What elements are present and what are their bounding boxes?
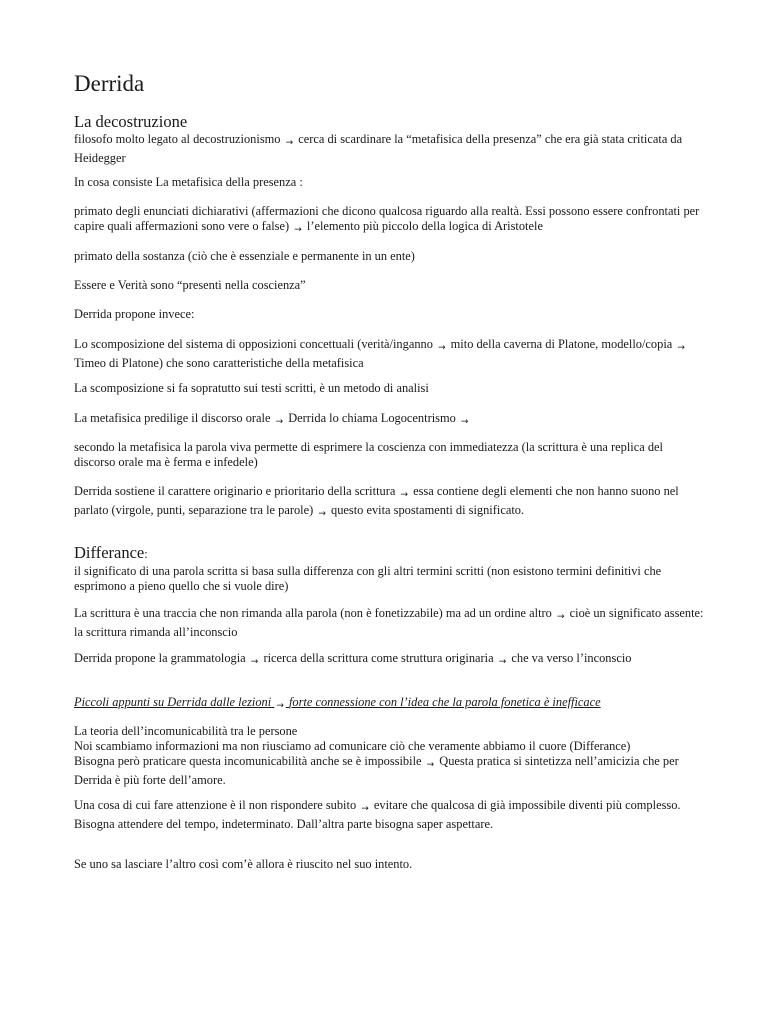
arrow-right-icon: → — [361, 804, 369, 814]
paragraph: Essere e Verità sono “presenti nella coscienza” — [74, 278, 306, 292]
arrow-right-icon: → — [556, 612, 565, 622]
paragraph: La scrittura è una traccia che non rimanda alla parola (non è fonetizzabile) ma ad un ordine altro → cioè un significato assente: la scrittura rimanda all’inconscio — [74, 606, 704, 639]
section-decostruzione — [74, 112, 704, 166]
notes-heading: Piccoli appunti su Derrida dalle lezioni → forte connessione con l’idea che la parola fonetica è inefficace — [74, 695, 704, 714]
section-heading-differance: Differance: — [74, 543, 148, 562]
paragraph: Derrida sostiene il carattere originario e prioritario della scrittura → essa contiene degli elementi che non hanno suono nel parlato (virgole, punti, separazione tra le parole) → questo evita spostamenti di significato. — [74, 484, 704, 522]
arrow-right-icon: → — [400, 490, 408, 500]
arrow-right-icon: → — [276, 701, 284, 711]
paragraph: La metafisica predilige il discorso orale → Derrida lo chiama Logocentrismo → — [74, 411, 704, 430]
arrow-right-icon: → — [275, 417, 284, 427]
arrow-right-icon: → — [677, 343, 685, 353]
arrow-right-icon: → — [285, 138, 294, 148]
arrow-right-icon: → — [426, 760, 435, 770]
paragraph: Bisogna attendere del tempo, indeterminato. Dall’altra parte bisogna saper aspettare. — [74, 817, 494, 831]
paragraph: secondo la metafisica la parola viva permette di esprimere la coscienza con immediatezza (la scrittura è una replica del discorso orale ma è ferma e infedele) — [74, 440, 663, 469]
arrow-right-icon: → — [460, 417, 469, 427]
paragraph: Lo scomposizione del sistema di opposizioni concettuali (verità/inganno → mito della caverna di Platone, modello/copia → Timeo di Platone) che sono caratteristiche della metafisica — [74, 337, 685, 370]
arrow-right-icon: → — [250, 657, 259, 667]
paragraph: La teoria dell’incomunicabilità tra le persone — [74, 724, 298, 738]
arrow-right-icon: → — [294, 225, 302, 235]
arrow-right-icon: → — [498, 657, 507, 667]
paragraph: La scomposizione si fa sopratutto sui testi scritti, è un metodo di analisi — [74, 381, 429, 395]
paragraph: il significato di una parola scritta si basa sulla differenza con gli altri termini scritti (non esistono termini definitivi che esprimono a pieno quello che si vuole dire) — [74, 564, 662, 593]
arrow-right-icon: → — [438, 343, 446, 353]
paragraph: filosofo molto legato al decostruzionismo → cerca di scardinare la “metafisica della presenza” che era già stata criticata da Heidegger — [74, 132, 683, 165]
paragraph: Derrida propone invece: — [74, 307, 195, 321]
document-title: Derrida — [74, 71, 145, 96]
notes-block — [74, 724, 704, 788]
paragraph: Una cosa di cui fare attenzione è il non rispondere subito → evitare che qualcosa di già impossibile diventi più complesso. — [74, 798, 704, 817]
paragraph: primato della sostanza (ciò che è essenziale e permanente in un ente) — [74, 249, 415, 263]
paragraph: Derrida propone la grammatologia → ricerca della scrittura come struttura originaria → che va verso l’inconscio — [74, 651, 704, 670]
arrow-right-icon: → — [318, 509, 326, 519]
notes-block — [74, 798, 704, 832]
paragraph: Noi scambiamo informazioni ma non riusciamo ad comunicare ciò che veramente abbiamo il cuore (Differance) — [74, 739, 631, 753]
paragraph: In cosa consiste La metafisica della presenza : — [74, 175, 303, 189]
section-heading-decostruzione: La decostruzione — [74, 112, 188, 131]
paragraph: primato degli enunciati dichiarativi (affermazioni che dicono qualcosa riguardo alla realtà. Essi possono essere confrontati per capire quali affermazioni sono vere o false) → l’elemento più piccolo della logica di Aristotele — [74, 204, 704, 238]
paragraph: Se uno sa lasciare l’altro così com’è allora è riuscito nel suo intento. — [74, 857, 413, 871]
paragraph: Bisogna però praticare questa incomunicabilità anche se è impossibile → Questa pratica si sintetizza nell’amicizia che per Derrida è più forte dell’amore. — [74, 754, 679, 787]
section-differance — [74, 543, 704, 594]
